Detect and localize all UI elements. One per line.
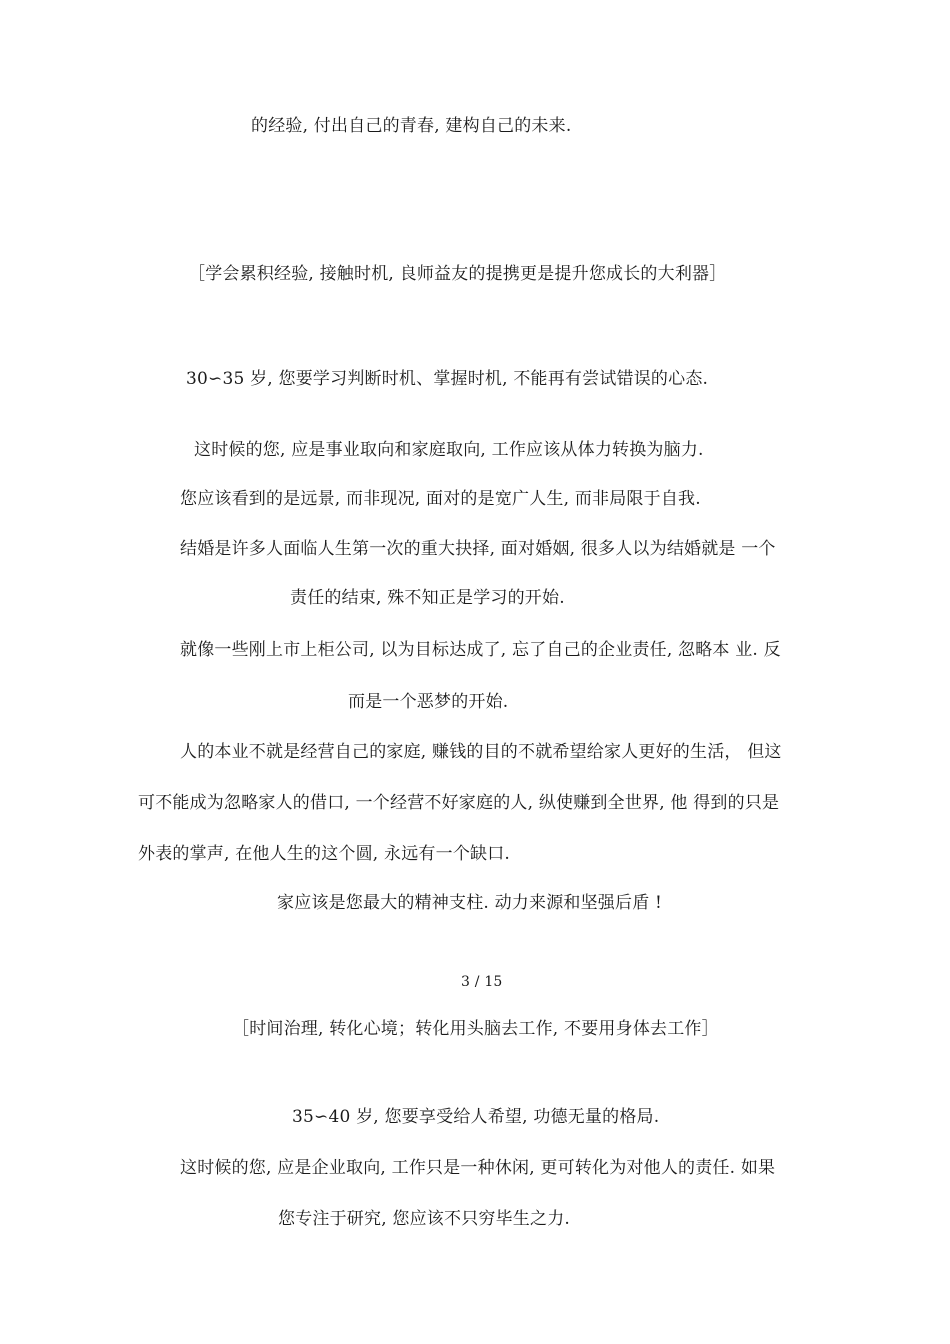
text-line-4: 这时候的您, 应是事业取向和家庭取向, 工作应该从体力转换为脑力. [194, 440, 704, 460]
text-line-13: 家应该是您最大的精神支柱. 动力来源和坚强后盾 ! [277, 893, 663, 913]
section-heading-experience: ［学会累积经验, 接触时机, 良师益友的提携更是提升您成长的大利器］ [188, 264, 727, 284]
text-line-6: 结婚是许多人面临人生第一次的重大抉择, 面对婚姻, 很多人以为结婚就是 一个 [180, 539, 776, 559]
text-line-18: 您专注于研究, 您应该不只穷毕生之力. [278, 1209, 571, 1229]
text-line-7: 责任的结束, 殊不知正是学习的开始. [290, 588, 565, 608]
text-line-1: 的经验, 付出自己的青春, 建构自己的未来. [251, 116, 572, 136]
age-35-40-heading: 35∽40 岁, 您要享受给人希望, 功德无量的格局. [292, 1107, 660, 1127]
text-line-9: 而是一个恶梦的开始. [348, 692, 509, 712]
text-line-10: 人的本业不就是经营自己的家庭, 赚钱的目的不就希望给家人更好的生活， 但这 [180, 742, 782, 762]
section-heading-time-management: ［时间治理, 转化心境；转化用头脑去工作, 不要用身体去工作］ [232, 1019, 719, 1039]
text-line-12: 外表的掌声, 在他人生的这个圆, 永远有一个缺口. [138, 844, 511, 864]
text-line-11: 可不能成为忽略家人的借口, 一个经营不好家庭的人, 纵使赚到全世界, 他 得到的只是 [138, 793, 780, 813]
age-30-35-heading: 30∽35 岁, 您要学习判断时机、掌握时机, 不能再有尝试错误的心态. [186, 369, 709, 389]
text-line-17: 这时候的您, 应是企业取向, 工作只是一种休闲, 更可转化为对他人的责任. 如果 [180, 1158, 776, 1178]
text-line-5: 您应该看到的是远景, 而非现况, 面对的是宽广人生, 而非局限于自我. [180, 489, 701, 509]
text-line-8: 就像一些刚上市上柜公司, 以为目标达成了, 忘了自己的企业责任, 忽略本 业. 反 [180, 640, 781, 660]
page-number: 3 / 15 [461, 974, 503, 990]
